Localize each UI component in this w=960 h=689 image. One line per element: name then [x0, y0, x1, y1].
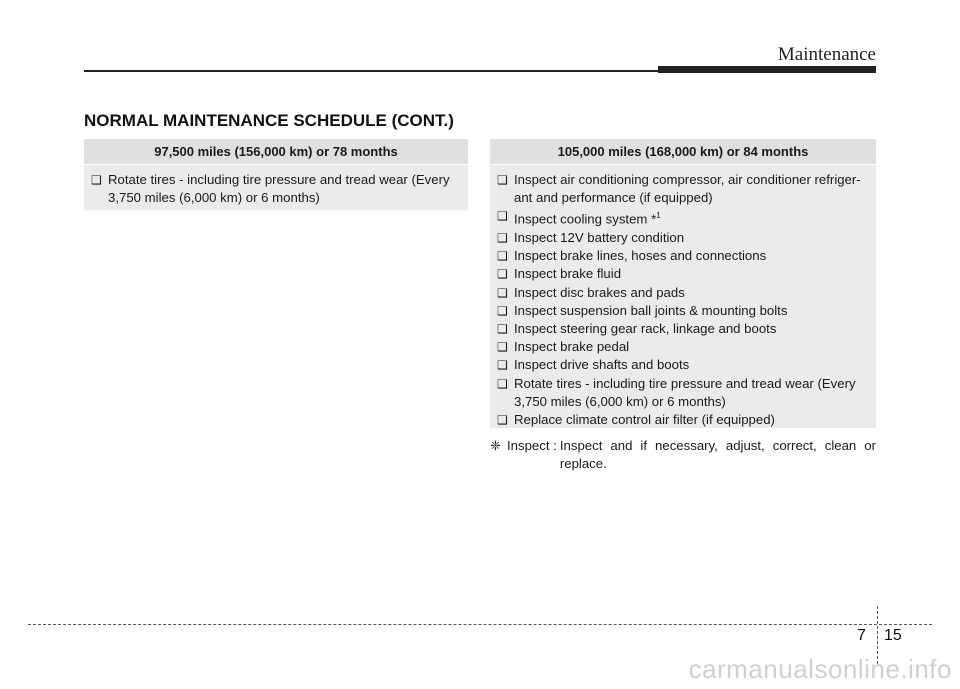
chapter-number: 7 — [857, 627, 866, 644]
checkbox-icon: ❑ — [497, 340, 508, 355]
list-item — [497, 284, 868, 302]
checkbox-icon: ❑ — [497, 358, 508, 373]
page-title: NORMAL MAINTENANCE SCHEDULE (CONT.) — [84, 111, 454, 130]
list-item-text: Inspect 12V battery condition — [514, 230, 685, 245]
footnote-marker: 1 — [656, 211, 661, 221]
list-item — [497, 229, 868, 247]
checkbox-icon: ❑ — [497, 413, 508, 428]
list-item-text: Replace climate control air filter (if equipped) — [514, 412, 775, 428]
header-rule-thick — [658, 66, 876, 73]
checkbox-icon: ❑ — [497, 249, 508, 264]
list-item — [497, 171, 868, 207]
list-item-text: Rotate tires - including tire pressure and tread wear (Every 3,750 miles (6,000 km) or 6 months) — [514, 375, 856, 409]
checkbox-icon: ❑ — [497, 173, 508, 187]
list-item — [497, 265, 868, 283]
checkbox-icon: ❑ — [497, 376, 508, 391]
checkbox-icon: ❑ — [497, 303, 508, 318]
inspect-note — [490, 437, 876, 473]
checkbox-icon: ❑ — [91, 173, 102, 187]
panel-heading: 105,000 miles (168,000 km) or 84 months — [490, 139, 876, 165]
list-item — [497, 356, 868, 374]
note-text: Inspect and if necessary, adjust, correct, clean or replace. — [559, 438, 876, 471]
checkbox-icon: ❑ — [497, 322, 508, 337]
list-item-text: Inspect steering gear rack, linkage and boots — [514, 321, 777, 337]
list-item-text: Inspect brake pedal — [514, 339, 630, 355]
schedule-panel-97500 — [84, 139, 468, 210]
checklist — [84, 165, 468, 207]
note-label: Inspect : — [507, 438, 557, 453]
checklist — [490, 165, 876, 429]
list-item-text: Inspect air conditioning compressor, air conditioner refriger- ant and performance (if equipped) — [514, 172, 861, 206]
section-label: Maintenance — [777, 44, 876, 65]
checkbox-icon: ❑ — [497, 267, 508, 282]
header-rule-thin — [84, 70, 684, 72]
list-item-text: Rotate tires - including tire pressure and tread wear (Every 3,750 miles (6,000 km) or 6 months) — [108, 172, 450, 206]
page-number: 15 — [884, 627, 902, 644]
panel-heading: 97,500 miles (156,000 km) or 78 months — [84, 139, 468, 165]
list-item — [497, 375, 868, 411]
footer-dashed-rule — [28, 624, 932, 625]
watermark: carmanualsonline.info — [688, 654, 952, 684]
list-item — [497, 247, 868, 265]
asterisk-symbol-icon: ❈ — [490, 438, 502, 453]
schedule-panel-105000 — [490, 139, 876, 428]
list-item-text: Inspect brake fluid — [514, 266, 622, 282]
list-item — [497, 207, 868, 229]
list-item-text: Inspect drive shafts and boots — [514, 357, 690, 373]
list-item-text: Inspect suspension ball joints & mounting bolts — [514, 302, 788, 318]
checkbox-icon: ❑ — [497, 209, 508, 224]
list-item — [91, 171, 460, 207]
list-item — [497, 302, 868, 320]
checkbox-icon: ❑ — [497, 231, 508, 245]
list-item-text: Inspect cooling system * — [514, 211, 657, 227]
list-item — [497, 338, 868, 356]
list-item-text: Inspect disc brakes and pads — [514, 284, 685, 300]
list-item — [497, 411, 868, 429]
checkbox-icon: ❑ — [497, 285, 508, 300]
list-item-text: Inspect brake lines, hoses and connections — [514, 248, 767, 264]
list-item — [497, 320, 868, 338]
